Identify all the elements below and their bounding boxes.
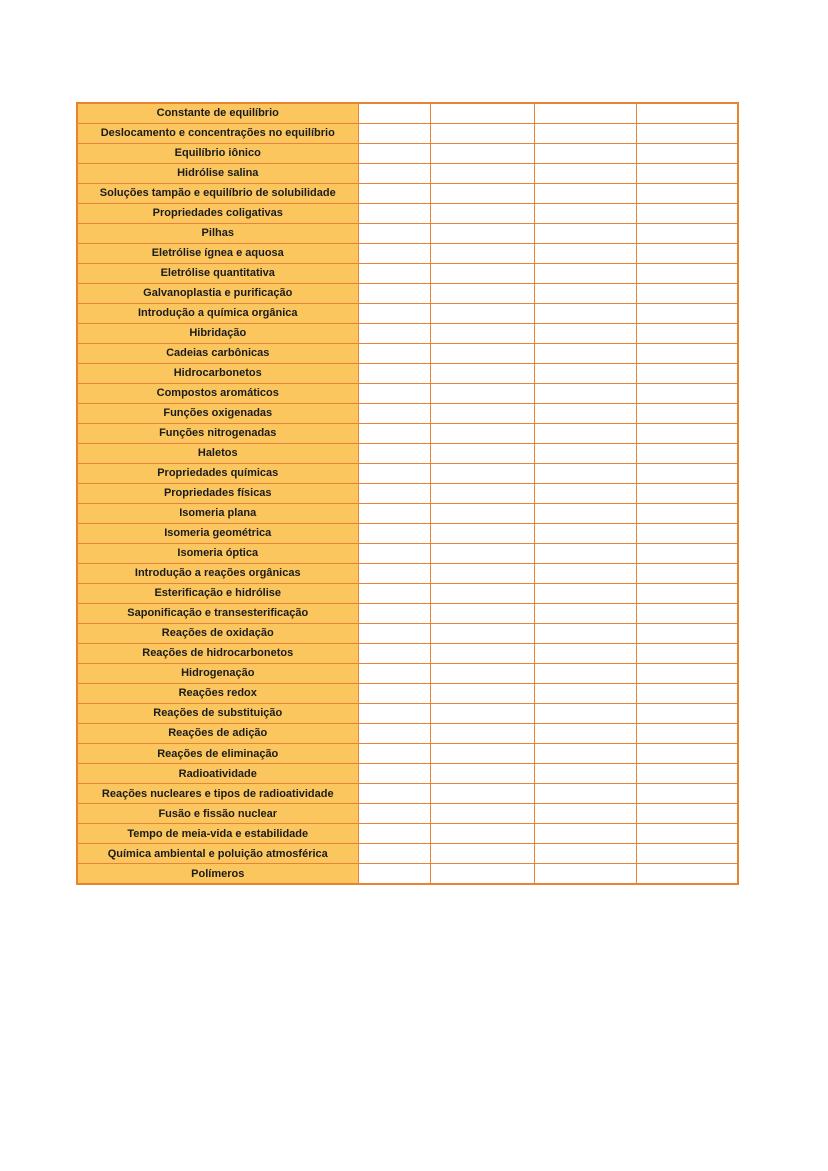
empty-cell[interactable] [430, 343, 534, 363]
empty-cell[interactable] [358, 343, 430, 363]
empty-cell[interactable] [430, 563, 534, 583]
empty-cell[interactable] [636, 824, 738, 844]
topic-cell[interactable]: Fusão e fissão nuclear [77, 804, 358, 824]
empty-cell[interactable] [636, 784, 738, 804]
table-row [77, 343, 738, 363]
topic-cell[interactable]: Pilhas [77, 223, 358, 243]
empty-cell[interactable] [636, 323, 738, 343]
topic-cell[interactable]: Propriedades coligativas [77, 203, 358, 223]
empty-cell[interactable] [430, 203, 534, 223]
topics-table-body [77, 103, 738, 884]
empty-cell[interactable] [430, 103, 534, 123]
empty-cell[interactable] [430, 223, 534, 243]
empty-cell[interactable] [430, 243, 534, 263]
empty-cell[interactable] [358, 663, 430, 683]
empty-cell[interactable] [636, 603, 738, 623]
empty-cell[interactable] [430, 423, 534, 443]
topic-cell[interactable]: Introdução a reações orgânicas [77, 563, 358, 583]
empty-cell[interactable] [534, 183, 636, 203]
empty-cell[interactable] [534, 663, 636, 683]
empty-cell[interactable] [358, 423, 430, 443]
table-row [77, 563, 738, 583]
empty-cell[interactable] [358, 243, 430, 263]
empty-cell[interactable] [636, 764, 738, 784]
table-row [77, 744, 738, 764]
empty-cell[interactable] [636, 123, 738, 143]
table-row [77, 463, 738, 483]
topic-cell[interactable]: Esterificação e hidrólise [77, 583, 358, 603]
empty-cell[interactable] [358, 764, 430, 784]
empty-cell[interactable] [430, 263, 534, 283]
empty-cell[interactable] [430, 804, 534, 824]
empty-cell[interactable] [430, 443, 534, 463]
table-row [77, 163, 738, 183]
topic-cell[interactable]: Funções oxigenadas [77, 403, 358, 423]
topic-cell[interactable]: Introdução a química orgânica [77, 303, 358, 323]
table-row [77, 523, 738, 543]
empty-cell[interactable] [636, 263, 738, 283]
empty-cell[interactable] [534, 703, 636, 723]
empty-cell[interactable] [534, 403, 636, 423]
empty-cell[interactable] [430, 503, 534, 523]
empty-cell[interactable] [430, 163, 534, 183]
empty-cell[interactable] [636, 583, 738, 603]
empty-cell[interactable] [430, 864, 534, 884]
table-row [77, 383, 738, 403]
topic-cell[interactable]: Reações de oxidação [77, 623, 358, 643]
empty-cell[interactable] [430, 303, 534, 323]
empty-cell[interactable] [534, 503, 636, 523]
empty-cell[interactable] [430, 463, 534, 483]
empty-cell[interactable] [534, 563, 636, 583]
topic-cell[interactable]: Funções nitrogenadas [77, 423, 358, 443]
empty-cell[interactable] [636, 283, 738, 303]
empty-cell[interactable] [534, 203, 636, 223]
empty-cell[interactable] [636, 563, 738, 583]
empty-cell[interactable] [534, 824, 636, 844]
table-row [77, 764, 738, 784]
table-row [77, 723, 738, 743]
empty-cell[interactable] [636, 723, 738, 743]
topic-cell[interactable]: Propriedades químicas [77, 463, 358, 483]
empty-cell[interactable] [358, 643, 430, 663]
empty-cell[interactable] [636, 503, 738, 523]
empty-cell[interactable] [358, 283, 430, 303]
empty-cell[interactable] [636, 383, 738, 403]
empty-cell[interactable] [534, 263, 636, 283]
table-row [77, 804, 738, 824]
empty-cell[interactable] [430, 323, 534, 343]
empty-cell[interactable] [534, 523, 636, 543]
empty-cell[interactable] [358, 603, 430, 623]
empty-cell[interactable] [636, 423, 738, 443]
topic-cell[interactable]: Radioatividade [77, 764, 358, 784]
empty-cell[interactable] [636, 343, 738, 363]
empty-cell[interactable] [534, 583, 636, 603]
table-row [77, 423, 738, 443]
topic-cell[interactable]: Reações nucleares e tipos de radioatividade [77, 784, 358, 804]
empty-cell[interactable] [636, 483, 738, 503]
empty-cell[interactable] [534, 784, 636, 804]
empty-cell[interactable] [534, 363, 636, 383]
empty-cell[interactable] [358, 363, 430, 383]
empty-cell[interactable] [358, 844, 430, 864]
empty-cell[interactable] [636, 243, 738, 263]
table-row [77, 483, 738, 503]
empty-cell[interactable] [358, 623, 430, 643]
table-row [77, 443, 738, 463]
empty-cell[interactable] [534, 123, 636, 143]
empty-cell[interactable] [358, 824, 430, 844]
empty-cell[interactable] [636, 203, 738, 223]
topic-cell[interactable]: Hidrólise salina [77, 163, 358, 183]
empty-cell[interactable] [636, 303, 738, 323]
empty-cell[interactable] [534, 543, 636, 563]
topic-cell[interactable]: Reações de substituição [77, 703, 358, 723]
empty-cell[interactable] [534, 744, 636, 764]
empty-cell[interactable] [534, 303, 636, 323]
empty-cell[interactable] [636, 463, 738, 483]
empty-cell[interactable] [430, 383, 534, 403]
empty-cell[interactable] [358, 723, 430, 743]
empty-cell[interactable] [534, 603, 636, 623]
empty-cell[interactable] [358, 744, 430, 764]
empty-cell[interactable] [636, 443, 738, 463]
topic-cell[interactable]: Reações de adição [77, 723, 358, 743]
empty-cell[interactable] [534, 643, 636, 663]
empty-cell[interactable] [358, 864, 430, 884]
empty-cell[interactable] [636, 363, 738, 383]
topic-cell[interactable]: Isomeria óptica [77, 543, 358, 563]
empty-cell[interactable] [430, 363, 534, 383]
topic-cell[interactable]: Equilíbrio iônico [77, 143, 358, 163]
table-row [77, 123, 738, 143]
empty-cell[interactable] [534, 423, 636, 443]
table-row [77, 283, 738, 303]
empty-cell[interactable] [636, 143, 738, 163]
table-row [77, 663, 738, 683]
empty-cell[interactable] [358, 323, 430, 343]
table-row [77, 844, 738, 864]
empty-cell[interactable] [636, 183, 738, 203]
empty-cell[interactable] [534, 283, 636, 303]
empty-cell[interactable] [534, 443, 636, 463]
empty-cell[interactable] [430, 824, 534, 844]
empty-cell[interactable] [358, 103, 430, 123]
empty-cell[interactable] [358, 263, 430, 283]
topic-cell[interactable]: Constante de equilíbrio [77, 103, 358, 123]
empty-cell[interactable] [534, 243, 636, 263]
table-row [77, 203, 738, 223]
empty-cell[interactable] [430, 403, 534, 423]
empty-cell[interactable] [358, 563, 430, 583]
empty-cell[interactable] [358, 483, 430, 503]
topic-cell[interactable]: Haletos [77, 443, 358, 463]
table-row [77, 303, 738, 323]
empty-cell[interactable] [534, 343, 636, 363]
topic-cell[interactable]: Eletrólise ígnea e aquosa [77, 243, 358, 263]
topic-cell[interactable]: Propriedades físicas [77, 483, 358, 503]
empty-cell[interactable] [534, 764, 636, 784]
empty-cell[interactable] [430, 183, 534, 203]
table-row [77, 643, 738, 663]
empty-cell[interactable] [358, 183, 430, 203]
empty-cell[interactable] [430, 784, 534, 804]
empty-cell[interactable] [358, 703, 430, 723]
topic-cell[interactable]: Química ambiental e poluição atmosférica [77, 844, 358, 864]
table-row [77, 143, 738, 163]
empty-cell[interactable] [430, 583, 534, 603]
empty-cell[interactable] [430, 123, 534, 143]
empty-cell[interactable] [534, 163, 636, 183]
topic-cell[interactable]: Cadeias carbônicas [77, 343, 358, 363]
topic-cell[interactable]: Eletrólise quantitativa [77, 263, 358, 283]
empty-cell[interactable] [636, 223, 738, 243]
table-row [77, 583, 738, 603]
empty-cell[interactable] [534, 844, 636, 864]
topic-cell[interactable]: Tempo de meia-vida e estabilidade [77, 824, 358, 844]
empty-cell[interactable] [358, 303, 430, 323]
empty-cell[interactable] [636, 744, 738, 764]
empty-cell[interactable] [358, 583, 430, 603]
topic-cell[interactable]: Hibridação [77, 323, 358, 343]
topics-table [76, 102, 739, 885]
table-row [77, 403, 738, 423]
empty-cell[interactable] [430, 723, 534, 743]
empty-cell[interactable] [636, 844, 738, 864]
empty-cell[interactable] [534, 623, 636, 643]
empty-cell[interactable] [430, 283, 534, 303]
empty-cell[interactable] [636, 163, 738, 183]
topic-cell[interactable]: Compostos aromáticos [77, 383, 358, 403]
empty-cell[interactable] [358, 543, 430, 563]
empty-cell[interactable] [636, 864, 738, 884]
empty-cell[interactable] [534, 103, 636, 123]
table-row [77, 864, 738, 884]
empty-cell[interactable] [636, 623, 738, 643]
topic-cell[interactable]: Hidrocarbonetos [77, 363, 358, 383]
empty-cell[interactable] [534, 463, 636, 483]
empty-cell[interactable] [636, 703, 738, 723]
empty-cell[interactable] [636, 643, 738, 663]
empty-cell[interactable] [358, 383, 430, 403]
empty-cell[interactable] [534, 804, 636, 824]
topic-cell[interactable]: Deslocamento e concentrações no equilíbrio [77, 123, 358, 143]
empty-cell[interactable] [358, 143, 430, 163]
table-row [77, 824, 738, 844]
table-row [77, 223, 738, 243]
empty-cell[interactable] [534, 143, 636, 163]
empty-cell[interactable] [358, 163, 430, 183]
topic-cell[interactable]: Reações de eliminação [77, 744, 358, 764]
empty-cell[interactable] [636, 543, 738, 563]
table-row [77, 623, 738, 643]
topic-cell[interactable]: Soluções tampão e equilíbrio de solubilidade [77, 183, 358, 203]
table-row [77, 543, 738, 563]
empty-cell[interactable] [534, 223, 636, 243]
table-row [77, 703, 738, 723]
empty-cell[interactable] [430, 764, 534, 784]
topic-cell[interactable]: Hidrogenação [77, 663, 358, 683]
topic-cell[interactable]: Saponificação e transesterificação [77, 603, 358, 623]
empty-cell[interactable] [358, 123, 430, 143]
empty-cell[interactable] [430, 623, 534, 643]
empty-cell[interactable] [358, 223, 430, 243]
empty-cell[interactable] [358, 203, 430, 223]
empty-cell[interactable] [636, 663, 738, 683]
empty-cell[interactable] [358, 804, 430, 824]
topic-cell[interactable]: Reações de hidrocarbonetos [77, 643, 358, 663]
table-row [77, 503, 738, 523]
empty-cell[interactable] [430, 603, 534, 623]
empty-cell[interactable] [358, 463, 430, 483]
empty-cell[interactable] [430, 523, 534, 543]
table-row [77, 103, 738, 123]
empty-cell[interactable] [534, 483, 636, 503]
empty-cell[interactable] [358, 523, 430, 543]
empty-cell[interactable] [430, 663, 534, 683]
empty-cell[interactable] [430, 683, 534, 703]
empty-cell[interactable] [534, 323, 636, 343]
topic-cell[interactable]: Isomeria plana [77, 503, 358, 523]
empty-cell[interactable] [636, 804, 738, 824]
empty-cell[interactable] [430, 844, 534, 864]
table-row [77, 683, 738, 703]
topic-cell[interactable]: Isomeria geométrica [77, 523, 358, 543]
empty-cell[interactable] [358, 403, 430, 423]
empty-cell[interactable] [534, 683, 636, 703]
empty-cell[interactable] [636, 523, 738, 543]
table-row [77, 323, 738, 343]
table-row [77, 263, 738, 283]
empty-cell[interactable] [358, 443, 430, 463]
empty-cell[interactable] [358, 503, 430, 523]
empty-cell[interactable] [534, 723, 636, 743]
empty-cell[interactable] [430, 143, 534, 163]
table-row [77, 363, 738, 383]
table-row [77, 183, 738, 203]
empty-cell[interactable] [430, 643, 534, 663]
topic-cell[interactable]: Galvanoplastia e purificação [77, 283, 358, 303]
empty-cell[interactable] [430, 744, 534, 764]
empty-cell[interactable] [430, 703, 534, 723]
table-row [77, 603, 738, 623]
empty-cell[interactable] [430, 483, 534, 503]
empty-cell[interactable] [358, 784, 430, 804]
table-row [77, 784, 738, 804]
empty-cell[interactable] [534, 864, 636, 884]
topic-cell[interactable]: Reações redox [77, 683, 358, 703]
empty-cell[interactable] [636, 403, 738, 423]
empty-cell[interactable] [636, 683, 738, 703]
empty-cell[interactable] [534, 383, 636, 403]
topic-cell[interactable]: Polímeros [77, 864, 358, 884]
empty-cell[interactable] [358, 683, 430, 703]
table-row [77, 243, 738, 263]
empty-cell[interactable] [430, 543, 534, 563]
empty-cell[interactable] [636, 103, 738, 123]
